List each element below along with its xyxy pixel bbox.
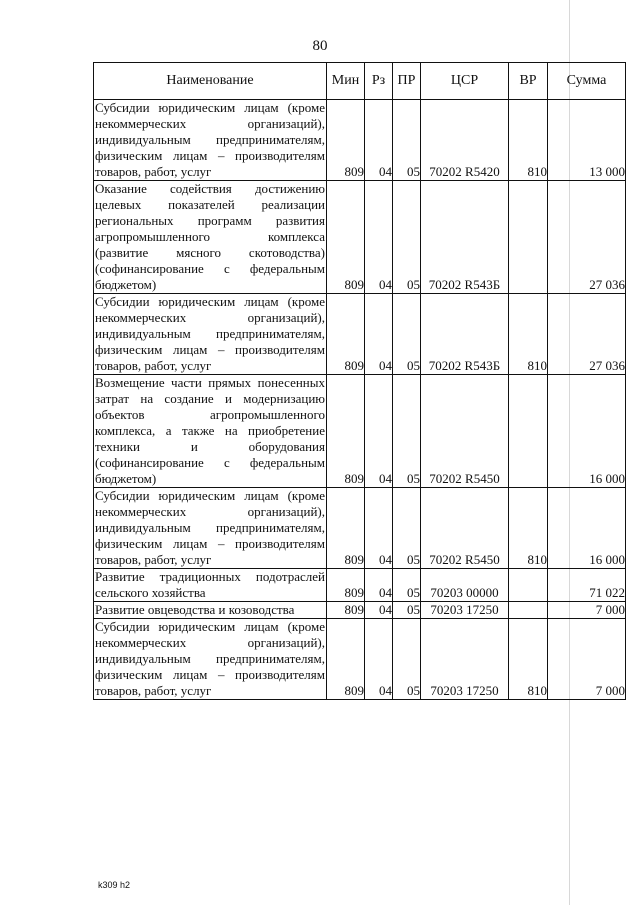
- row-min: 809: [327, 375, 365, 488]
- row-min: 809: [327, 602, 365, 619]
- table-row: [94, 488, 626, 569]
- row-pr: 05: [393, 569, 421, 602]
- row-csr: 70203 00000: [421, 569, 509, 602]
- row-vr: 810: [509, 488, 548, 569]
- row-min: 809: [327, 294, 365, 375]
- row-pr: 05: [393, 181, 421, 294]
- row-sum: 27 036: [548, 181, 626, 294]
- row-rz: 04: [365, 294, 393, 375]
- header-vr: ВР: [509, 63, 548, 100]
- row-pr: 05: [393, 619, 421, 700]
- row-vr: [509, 569, 548, 602]
- row-rz: 04: [365, 100, 393, 181]
- row-vr: [509, 375, 548, 488]
- row-sum: 7 000: [548, 619, 626, 700]
- row-rz: 04: [365, 181, 393, 294]
- row-csr: 70203 17250: [421, 619, 509, 700]
- row-min: 809: [327, 569, 365, 602]
- row-rz: 04: [365, 619, 393, 700]
- row-csr: 70203 17250: [421, 602, 509, 619]
- row-sum: 16 000: [548, 375, 626, 488]
- table-row: [94, 375, 626, 488]
- row-csr: 70202 R5450: [421, 375, 509, 488]
- row-min: 809: [327, 181, 365, 294]
- table-row: [94, 619, 626, 700]
- row-name: Развитие овцеводства и козоводства: [94, 602, 327, 619]
- table-header-row: [94, 63, 626, 100]
- budget-table: [93, 62, 626, 700]
- table-row: [94, 100, 626, 181]
- row-csr: 70202 R5450: [421, 488, 509, 569]
- row-vr: 810: [509, 294, 548, 375]
- row-vr: [509, 181, 548, 294]
- row-name: Развитие традиционных подотраслей сельского хозяйства: [95, 569, 325, 600]
- row-pr: 05: [393, 488, 421, 569]
- row-sum: 7 000: [548, 602, 626, 619]
- page-number: 80: [312, 38, 328, 54]
- row-sum: 13 000: [548, 100, 626, 181]
- row-pr: 05: [393, 375, 421, 488]
- table-row: [94, 569, 626, 602]
- row-name: Возмещение части прямых понесенных затрат на создание и модернизацию объектов агропромышленного комплекса, а также на приобретение техники и оборудования (софинансирование с федеральным бюджетом): [95, 375, 325, 486]
- row-vr: 810: [509, 619, 548, 700]
- row-vr: [509, 602, 548, 619]
- row-rz: 04: [365, 569, 393, 602]
- row-sum: 27 036: [548, 294, 626, 375]
- row-name: Субсидии юридическим лицам (кроме некоммерческих организаций), индивидуальным предпринимателям, физическим лицам – производителям товаров, работ, услуг: [95, 100, 325, 179]
- header-csr: ЦСР: [421, 63, 509, 100]
- row-rz: 04: [365, 602, 393, 619]
- row-min: 809: [327, 488, 365, 569]
- row-pr: 05: [393, 602, 421, 619]
- row-csr: 70202 R5420: [421, 100, 509, 181]
- row-sum: 16 000: [548, 488, 626, 569]
- header-name: Наименование: [94, 63, 327, 100]
- row-csr: 70202 R543Б: [421, 294, 509, 375]
- table-row: [94, 602, 626, 619]
- table-row: [94, 294, 626, 375]
- row-csr: 70202 R543Б: [421, 181, 509, 294]
- table-row: [94, 181, 626, 294]
- row-name: Оказание содействия достижению целевых показателей реализации региональных программ развития агропромышленного комплекса (развитие мясного скотоводства) (софинансирование с федеральным бюджетом): [95, 181, 325, 292]
- header-pr: ПР: [393, 63, 421, 100]
- header-sum: Сумма: [548, 63, 626, 100]
- row-pr: 05: [393, 294, 421, 375]
- row-name: Субсидии юридическим лицам (кроме некоммерческих организаций), индивидуальным предпринимателям, физическим лицам – производителям товаров, работ, услуг: [95, 294, 325, 373]
- row-rz: 04: [365, 375, 393, 488]
- row-min: 809: [327, 619, 365, 700]
- row-min: 809: [327, 100, 365, 181]
- header-min: Мин: [327, 63, 365, 100]
- row-rz: 04: [365, 488, 393, 569]
- row-sum: 71 022: [548, 569, 626, 602]
- row-name: Субсидии юридическим лицам (кроме некоммерческих организаций), индивидуальным предпринимателям, физическим лицам – производителям товаров, работ, услуг: [95, 619, 325, 698]
- row-vr: 810: [509, 100, 548, 181]
- row-pr: 05: [393, 100, 421, 181]
- header-rz: Рз: [365, 63, 393, 100]
- footer-code: k309 h2: [98, 880, 131, 890]
- row-name: Субсидии юридическим лицам (кроме некоммерческих организаций), индивидуальным предпринимателям, физическим лицам – производителям товаров, работ, услуг: [95, 488, 325, 567]
